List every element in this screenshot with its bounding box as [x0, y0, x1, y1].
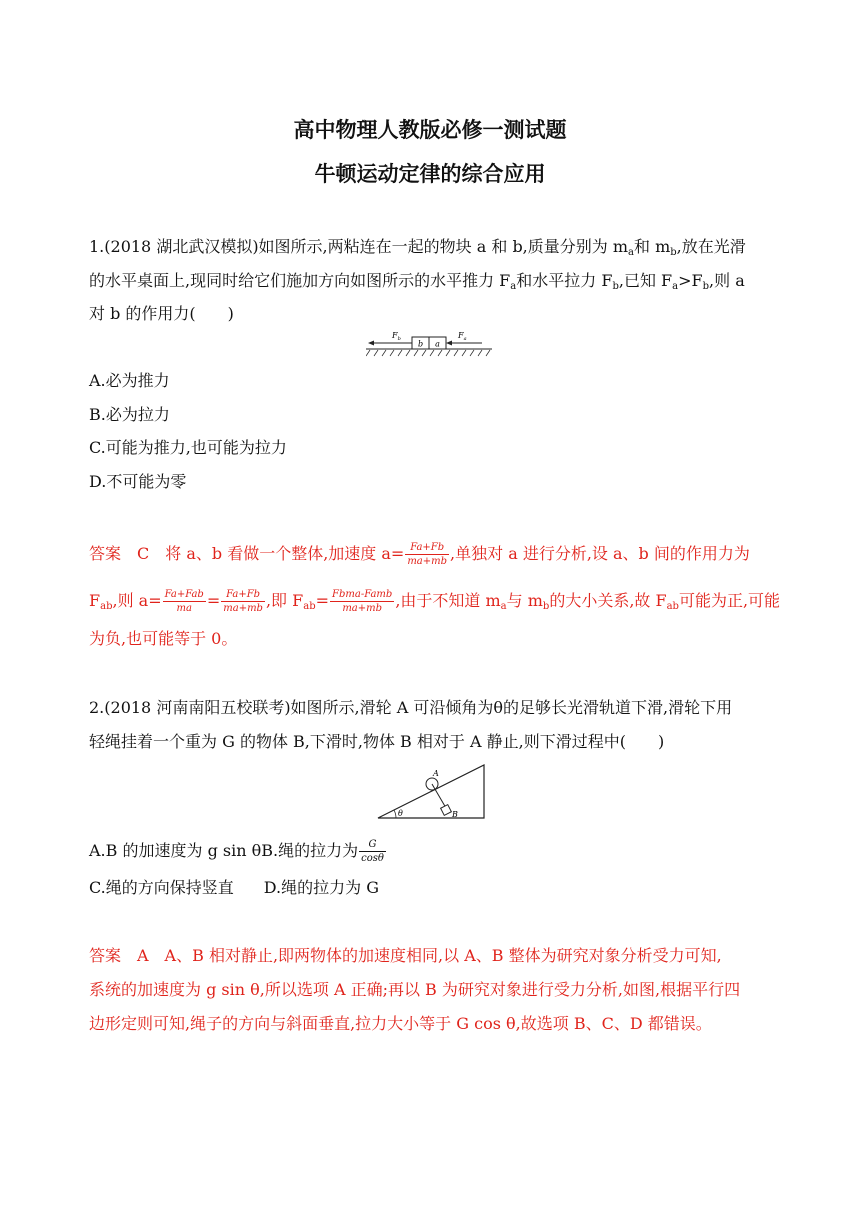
q2-figure [376, 762, 488, 822]
q2-answer-line1: 答案 A A、B 相对静止,即两物体的加速度相同,以 A、B 整体为研究对象分析受力可知, [89, 946, 722, 965]
q1-answer-line2: $F_{ab}$,则 a= $\frac{\text{Fa+Fab}}{ma}$ = $\frac{Fa+Fb}{ma+mb}$ ,即 $F_{ab}=$ $\frac{\text{Fbma-Famb}}{ma+mb}$ ,由于不知道 $m_a$与 $m_b$的大小关系,故 $F_{ab}$可能为正,可能 [89, 589, 781, 614]
q1-stem-line2: 的水平桌面上,现同时给它们施加方向如图所示的水平推力 $F_a$和水平拉力 $F_b$,已知 $F_a>F_b$,则 a [89, 271, 745, 292]
q1-answer-line1: 答案 C 将 a、b 看做一个整体,加速度 a= $\frac{Fa+Fb}{ma+mb}$ ,单独对 a 进行分析,设 a、b 间的作用力为 [89, 542, 750, 567]
q2-options-cd: C.绳的方向保持竖直 D.绳的拉力为 G [89, 878, 379, 897]
incline [378, 765, 484, 818]
block-a-label: a [435, 339, 440, 349]
q2-stem-line1: 2.(2018 河南南阳五校联考)如图所示,滑轮 A 可沿倾角为θ的足够长光滑轨道下滑,滑轮下用 [89, 698, 733, 717]
fa-label: $F_a$ [458, 331, 467, 342]
theta-label: θ [398, 809, 403, 818]
q1-stem-line1: 1.(2018 湖北武汉模拟)如图所示,两粘连在一起的物块 a 和 b,质量分别为 $m_a$和 $m_b$,放在光滑 [89, 237, 746, 258]
label-b: B [452, 810, 458, 819]
page-subtitle: 牛顿运动定律的综合应用 [314, 162, 546, 186]
q2-options-ab: A.B 的加速度为 g sin θB.绳的拉力为 $\frac{G}{\cos\theta}$ [89, 839, 384, 864]
q2-stem-line2: 轻绳挂着一个重为 G 的物体 B,下滑时,物体 B 相对于 A 静止,则下滑过程中( ) [89, 732, 665, 751]
label-a: A [433, 769, 439, 778]
block-b-label: b [417, 339, 424, 349]
q1-stem-line3: 对 b 的作用力( ) [89, 304, 234, 323]
q1-option-d: D.不可能为零 [89, 472, 187, 491]
q1-option-a: A.必为推力 [89, 371, 170, 390]
q2-answer-line2: 系统的加速度为 g sin θ,所以选项 A 正确;再以 B 为研究对象进行受力分析,如图,根据平行四 [89, 980, 741, 999]
page-title: 高中物理人教版必修一测试题 [293, 118, 567, 142]
q1-answer-line3: 为负,也可能等于 0。 [89, 629, 238, 648]
q1-figure [366, 330, 496, 360]
fb-label: $F_b$ [392, 331, 401, 342]
q1-option-b: B.必为拉力 [89, 405, 170, 424]
q2-answer-line3: 边形定则可知,绳子的方向与斜面垂直,拉力大小等于 G cos θ,故选项 B、C、D 都错误。 [89, 1014, 712, 1033]
q1-option-c: C.可能为推力,也可能为拉力 [89, 438, 287, 457]
block-b [441, 805, 452, 816]
